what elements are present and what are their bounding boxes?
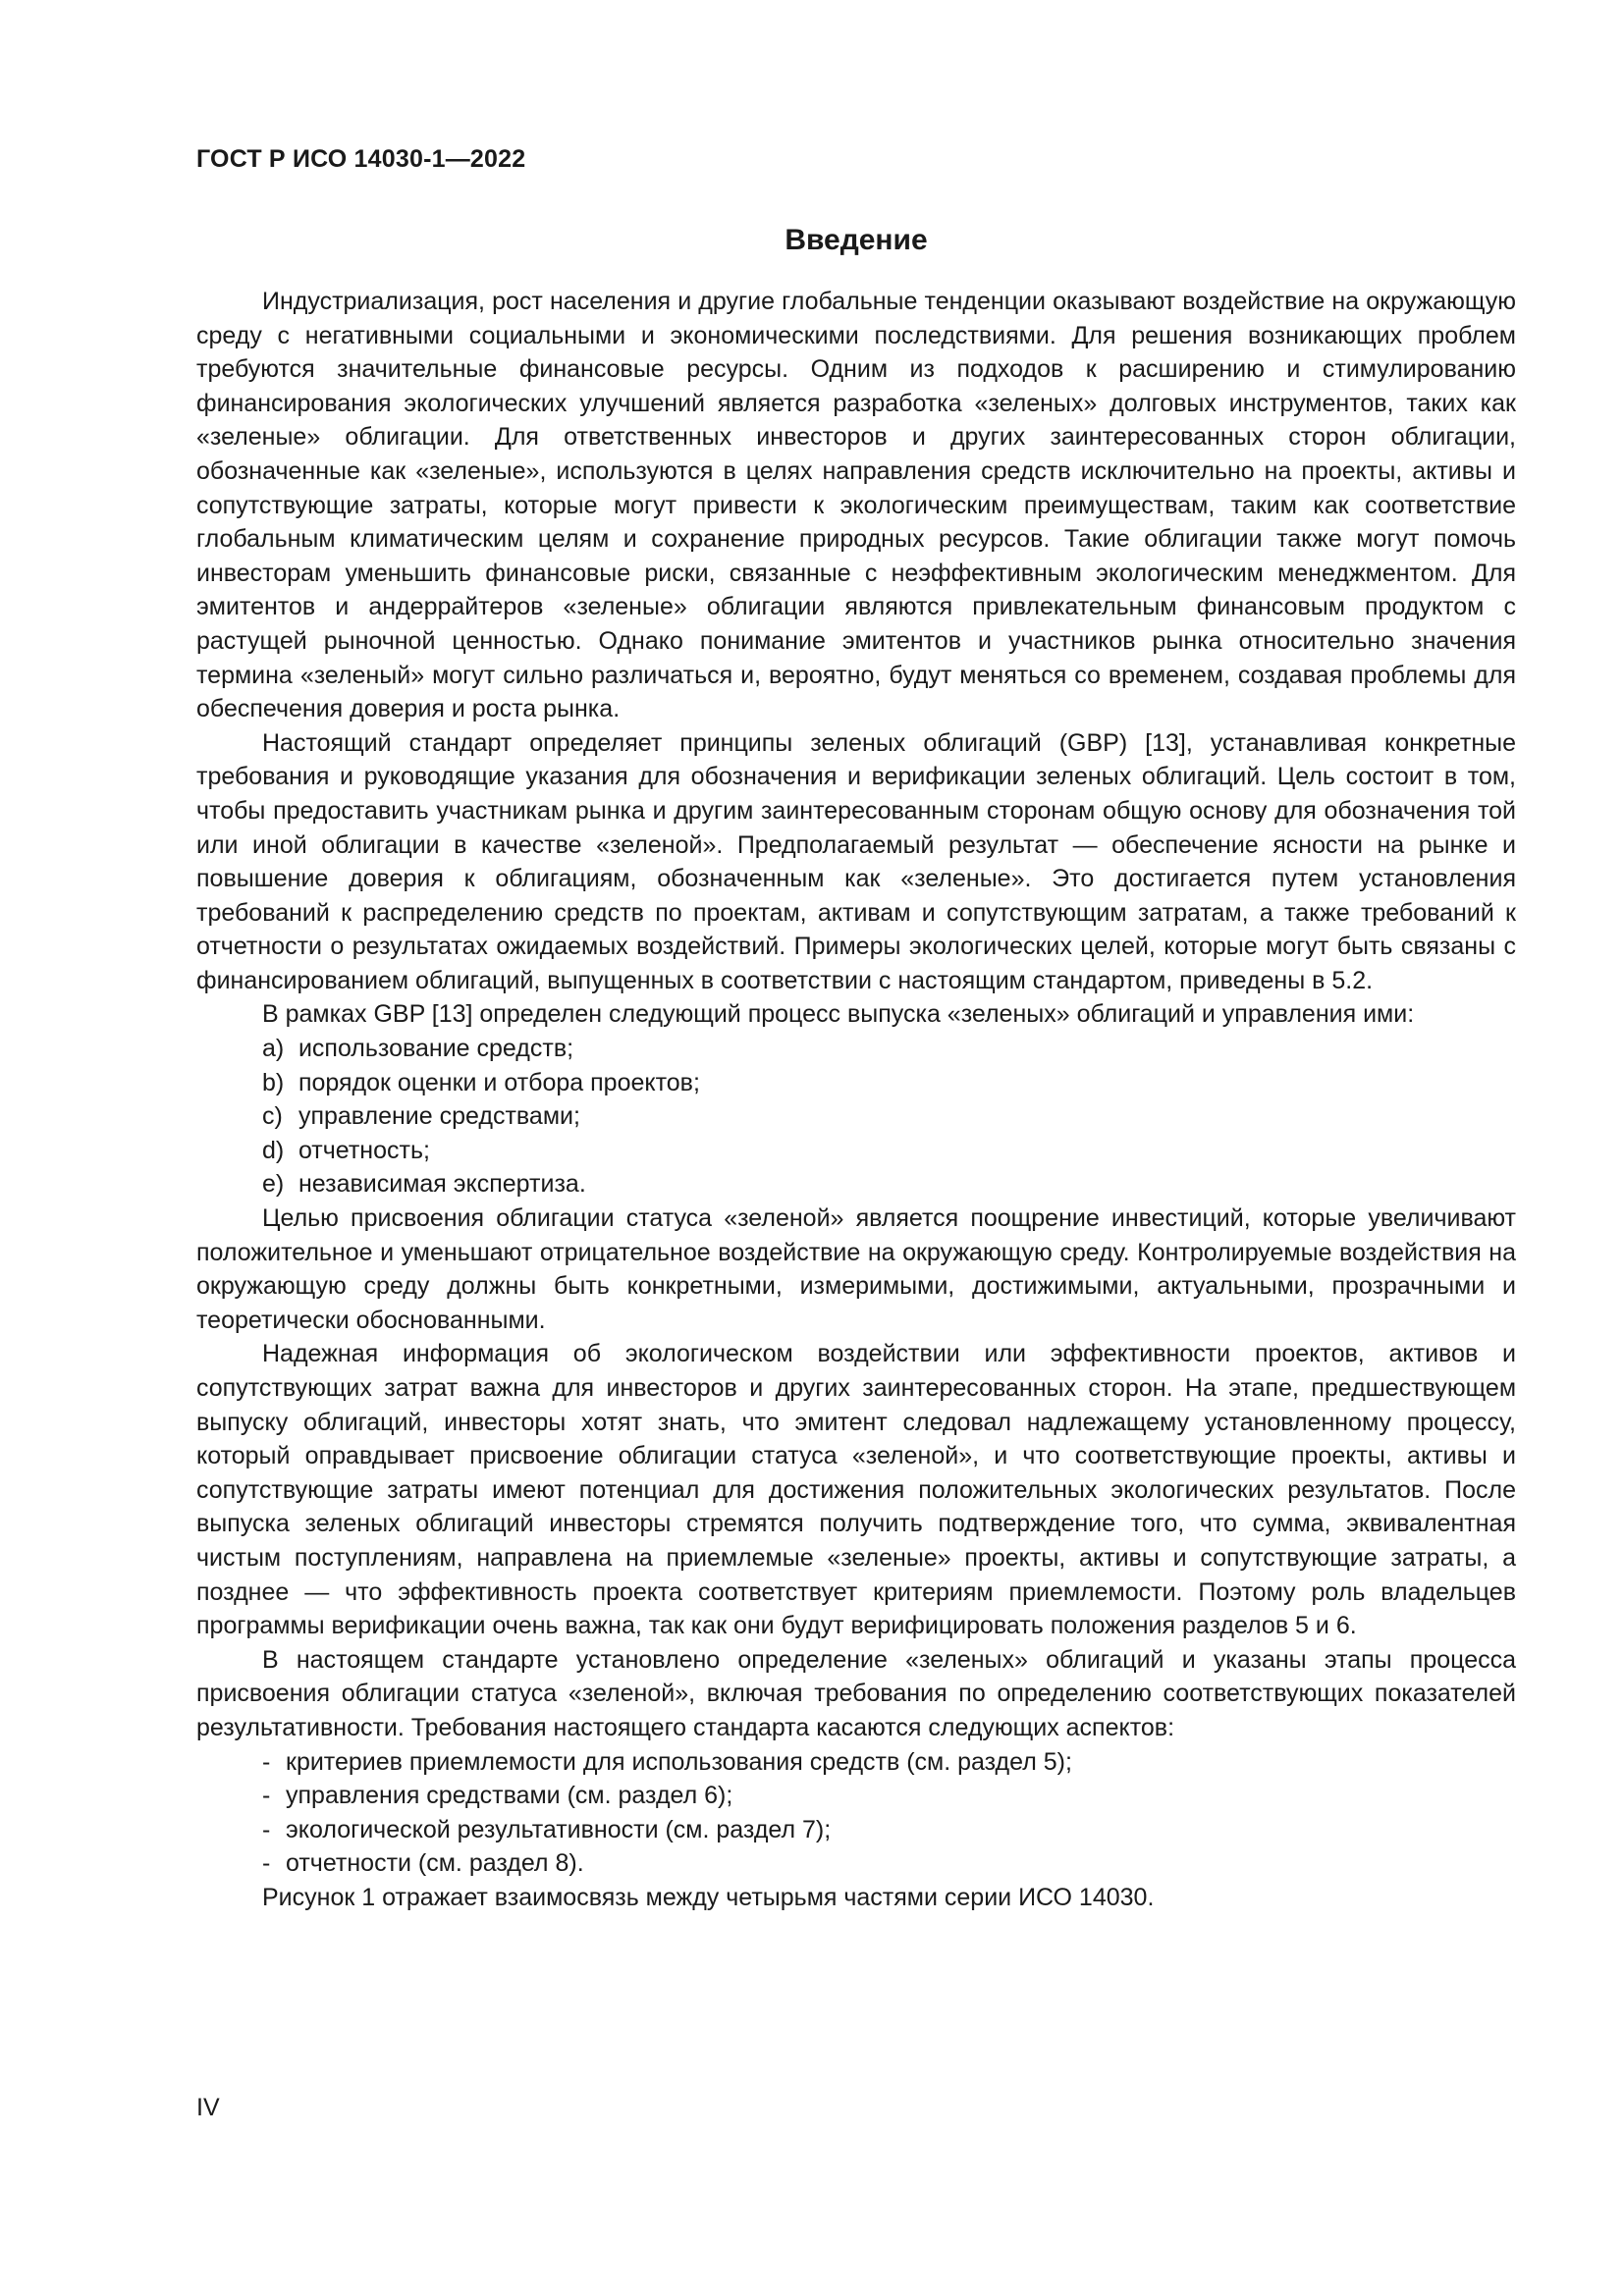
section-title: Введение <box>785 224 928 256</box>
list-item <box>196 1813 1516 1847</box>
paragraph-standard-scope: В настоящем стандарте установлено определение «зеленых» облигаций и указаны этапы процесса присвоения облигации статуса «зеленой», включая требования по определению соответствующих показателей результативности. Требования настоящего стандарта касаются следующих аспектов: <box>196 1645 1516 1741</box>
list-item <box>196 1779 1516 1813</box>
list-item-text: отчетность; <box>298 1136 430 1164</box>
list-item <box>196 1032 1516 1066</box>
list-item <box>196 1066 1516 1100</box>
list-marker: c) <box>262 1102 283 1131</box>
list-item-text: отчетности (см. раздел 8). <box>286 1849 584 1878</box>
paragraph-intro: Индустриализация, рост населения и другие глобальные тенденции оказывают воздействие на окружающую среду с негативными социальными и экономическими последствиями. Для решения возникающих проблем требуются значительные финансовые ресурсы. Одним из подходов к расширению и стимулированию финансирования экологических улучшений является разработка «зеленых» долговых инструментов, таких как «зеленые» облигации. Для ответственных инвесторов и других заинтересованных сторон облигации, обозначенные как «зеленые», используются в целях направления средств исключительно на проекты, активы и сопутствующие затраты, которые могут привести к экологическим преимуществам, таким как соответствие глобальным климатическим целям и сохранение природных ресурсов. Такие облигации также могут помочь инвесторам уменьшить финансовые риски, связанные с неэффективным экологическим менеджментом. Для эмитентов и андеррайтеров «зеленые» облигации являются привлекательным финансовым продуктом с растущей рыночной ценностью. Однако понимание эмитентов и участников рынка относительно значения термина «зеленый» могут сильно различаться и, вероятно, будут меняться со временем, создавая проблемы для обеспечения доверия и роста рынка. <box>196 288 1516 723</box>
document-header: ГОСТ Р ИСО 14030-1—2022 <box>196 145 526 173</box>
paragraph-green-status-goal: Целью присвоения облигации статуса «зеленой» является поощрение инвестиций, которые увеличивают положительное и уменьшают отрицательное воздействие на окружающую среду. Контролируемые воздействия на окружающую среду должны быть конкретными, измеримыми, достижимыми, актуальными, прозрачными и теоретически обоснованными. <box>196 1204 1516 1334</box>
list-marker: - <box>262 1747 271 1776</box>
list-marker: d) <box>262 1136 285 1164</box>
page-number: IV <box>196 2094 220 2121</box>
list-marker: e) <box>262 1170 285 1199</box>
list-item <box>196 1745 1516 1780</box>
list-item-text: управление средствами; <box>298 1102 580 1131</box>
list-item-text: критериев приемлемости для использования средств (см. раздел 5); <box>286 1747 1072 1776</box>
paragraph-reliable-information: Надежная информация об экологическом воздействии или эффективности проектов, активов и сопутствующих затрат важна для инвесторов и других заинтересованных сторон. На этапе, предшествующем выпуску облигаций, инвесторы хотят знать, что эмитент следовал надлежащему установленному процессу, который оправдывает присвоение облигации статуса «зеленой», и что соответствующие проекты, активы и сопутствующие затраты имеют потенциал для достижения положительных экологических результатов. После выпуска зеленых облигаций инвесторы стремятся получить подтверждение того, что сумма, эквивалентная чистым поступлениям, направлена на приемлемые «зеленые» проекты, активы и сопутствующие затраты, а позднее — что эффективность проекта соответствует критериям приемлемости. Поэтому роль владельцев программы верификации очень важна, так как они будут верифицировать положения разделов 5 и 6. <box>196 1340 1516 1640</box>
list-item-text: использование средств; <box>298 1035 574 1063</box>
list-item-text: порядок оценки и отбора проектов; <box>298 1068 700 1096</box>
list-item-text: управления средствами (см. раздел 6); <box>286 1782 733 1810</box>
list-item <box>196 1099 1516 1134</box>
paragraph-figure-reference: Рисунок 1 отражает взаимосвязь между четырьмя частями серии ИСО 14030. <box>262 1883 1155 1911</box>
list-item <box>196 1846 1516 1881</box>
list-marker: - <box>262 1849 271 1878</box>
body-text <box>196 285 1516 1915</box>
list-item <box>196 1167 1516 1201</box>
list-item <box>196 1134 1516 1168</box>
paragraph-standard-purpose: Настоящий стандарт определяет принципы зеленых облигаций (GBP) [13], устанавливая конкретные требования и руководящие указания для обозначения и верификации зеленых облигаций. Цель состоит в том, чтобы предоставить участникам рынка и другим заинтересованным сторонам общую основу для обозначения той или иной облигации в качестве «зеленой». Предполагаемый результат — обеспечение ясности на рынке и повышение доверия к облигациям, обозначенным как «зеленые». Это достигается путем установления требований к распределению средств по проектам, активам и сопутствующим затратам, а также требований к отчетности о результатах ожидаемых воздействий. Примеры экологических целей, которые могут быть связаны с финансированием облигаций, выпущенных в соответствии с настоящим стандартом, приведены в 5.2. <box>196 728 1516 994</box>
list-marker: - <box>262 1782 271 1810</box>
list-item-text: независимая экспертиза. <box>298 1170 586 1199</box>
list-marker: - <box>262 1815 271 1843</box>
process-list <box>196 1032 1516 1201</box>
list-marker: b) <box>262 1068 285 1096</box>
aspects-list <box>196 1745 1516 1881</box>
list-item-text: экологической результативности (см. раздел 7); <box>286 1815 832 1843</box>
list-marker: a) <box>262 1035 285 1063</box>
paragraph-gbp-process: В рамках GBP [13] определен следующий процесс выпуска «зеленых» облигаций и управления ими: <box>262 1000 1415 1029</box>
